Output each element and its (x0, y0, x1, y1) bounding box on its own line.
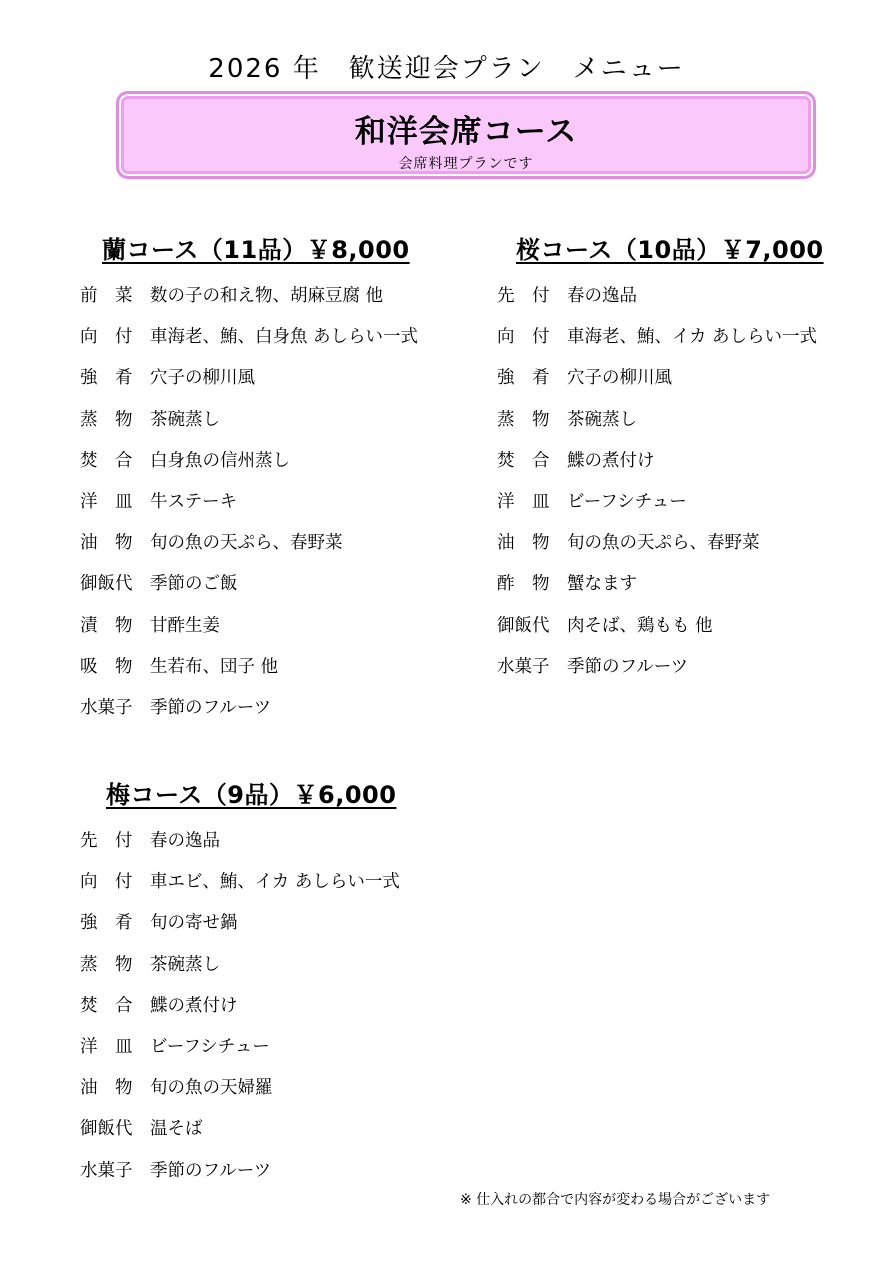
item-dish: 旬の魚の天ぷら、春野菜 (150, 533, 343, 554)
item-label: 水菓子 (80, 697, 133, 718)
item-dish: 牛ステーキ (150, 492, 238, 513)
item-dish: 穴子の柳川風 (567, 368, 672, 389)
item-dish: 数の子の和え物、胡麻豆腐 他 (150, 286, 384, 307)
menu-item (497, 604, 817, 645)
menu-item (80, 860, 400, 901)
item-label: 蒸 物 (80, 409, 133, 430)
item-label: 水菓子 (80, 1160, 133, 1181)
menu-item (80, 274, 418, 315)
item-label: 水菓子 (497, 656, 550, 677)
menu-item (497, 439, 817, 480)
banner-subtitle: 会席料理プランです (398, 156, 534, 172)
item-dish: 旬の魚の天ぷら、春野菜 (567, 533, 760, 554)
item-label: 前 菜 (80, 286, 133, 307)
item-label: 漬 物 (80, 615, 133, 636)
item-label: 焚 合 (80, 450, 133, 471)
menu-item (497, 315, 817, 356)
banner-title: 和洋会席コース (354, 114, 578, 150)
menu-item (80, 686, 418, 727)
item-dish: ビーフシチュー (150, 1037, 270, 1058)
item-dish: 車海老、鮪、白身魚 あしらい一式 (150, 327, 419, 348)
item-dish: ビーフシチュー (567, 492, 687, 513)
item-dish: 甘酢生姜 (150, 615, 220, 636)
course-menu-sakura (497, 274, 817, 686)
page-title: 2026 年 歓送迎会プラン メニュー (208, 54, 685, 84)
item-label: 御飯代 (497, 615, 550, 636)
item-label: 向 付 (80, 327, 133, 348)
item-dish: 茶碗蒸し (567, 409, 637, 430)
item-dish: 車海老、鮪、イカ あしらい一式 (567, 327, 818, 348)
item-dish: 車エビ、鮪、イカ あしらい一式 (150, 872, 400, 893)
item-label: 酢 物 (497, 574, 550, 595)
menu-item (80, 819, 400, 860)
item-dish: 生若布、団子 他 (150, 656, 279, 677)
item-dish: 蟹なます (567, 574, 637, 595)
item-dish: 鰈の煮付け (567, 450, 655, 471)
menu-item (80, 1107, 400, 1148)
item-dish: 季節のフルーツ (567, 656, 689, 677)
menu-item (80, 1149, 400, 1190)
menu-item (80, 1066, 400, 1107)
item-label: 蒸 物 (497, 409, 550, 430)
item-dish: 季節のご飯 (150, 574, 238, 595)
item-label: 御飯代 (80, 1119, 133, 1140)
item-label: 焚 合 (497, 450, 550, 471)
menu-item (497, 562, 817, 603)
item-label: 強 肴 (80, 913, 133, 934)
course-banner (116, 91, 816, 179)
menu-item (80, 480, 418, 521)
menu-item (497, 274, 817, 315)
item-label: 洋 皿 (497, 492, 550, 513)
menu-item (80, 984, 400, 1025)
item-dish: 春の逸品 (150, 831, 220, 852)
item-label: 焚 合 (80, 995, 133, 1016)
menu-item (80, 562, 418, 603)
item-dish: 鰈の煮付け (150, 995, 238, 1016)
menu-item (497, 645, 817, 686)
menu-item (80, 1025, 400, 1066)
item-dish: 肉そば、鶏もも 他 (567, 615, 713, 636)
menu-item (80, 356, 418, 397)
item-label: 向 付 (80, 872, 133, 893)
menu-item (80, 943, 400, 984)
item-dish: 茶碗蒸し (150, 954, 220, 975)
item-label: 御飯代 (80, 574, 133, 595)
item-dish: 茶碗蒸し (150, 409, 220, 430)
item-dish: 穴子の柳川風 (150, 368, 255, 389)
item-label: 先 付 (497, 286, 550, 307)
item-dish: 季節のフルーツ (150, 1160, 272, 1181)
course-title-sakura: 桜コース（10品）￥7,000 (516, 236, 824, 264)
item-dish: 旬の魚の天婦羅 (150, 1078, 273, 1099)
menu-item (80, 645, 418, 686)
item-label: 蒸 物 (80, 954, 133, 975)
item-label: 強 肴 (80, 368, 133, 389)
course-menu-ran (80, 274, 418, 727)
item-label: 洋 皿 (80, 1037, 133, 1058)
item-dish: 季節のフルーツ (150, 697, 272, 718)
item-label: 油 物 (80, 1078, 133, 1099)
item-dish: 旬の寄せ鍋 (150, 913, 238, 934)
menu-item (80, 901, 400, 942)
item-label: 油 物 (497, 533, 550, 554)
menu-item (497, 480, 817, 521)
item-label: 油 物 (80, 533, 133, 554)
menu-item (80, 604, 418, 645)
menu-item (497, 356, 817, 397)
item-label: 吸 物 (80, 656, 133, 677)
item-label: 洋 皿 (80, 492, 133, 513)
item-dish: 温そば (150, 1119, 203, 1140)
menu-item (80, 398, 418, 439)
menu-item (497, 521, 817, 562)
footnote: ※ 仕入れの都合で内容が変わる場合がございます (460, 1192, 771, 1208)
item-label: 向 付 (497, 327, 550, 348)
item-label: 先 付 (80, 831, 133, 852)
menu-item (497, 398, 817, 439)
item-label: 強 肴 (497, 368, 550, 389)
menu-item (80, 521, 418, 562)
menu-item (80, 315, 418, 356)
course-title-ume: 梅コース（9品）￥6,000 (106, 781, 397, 809)
menu-item (80, 439, 418, 480)
course-menu-ume (80, 819, 400, 1190)
item-dish: 白身魚の信州蒸し (150, 450, 290, 471)
item-dish: 春の逸品 (567, 286, 637, 307)
course-title-ran: 蘭コース（11品）￥8,000 (102, 236, 410, 264)
